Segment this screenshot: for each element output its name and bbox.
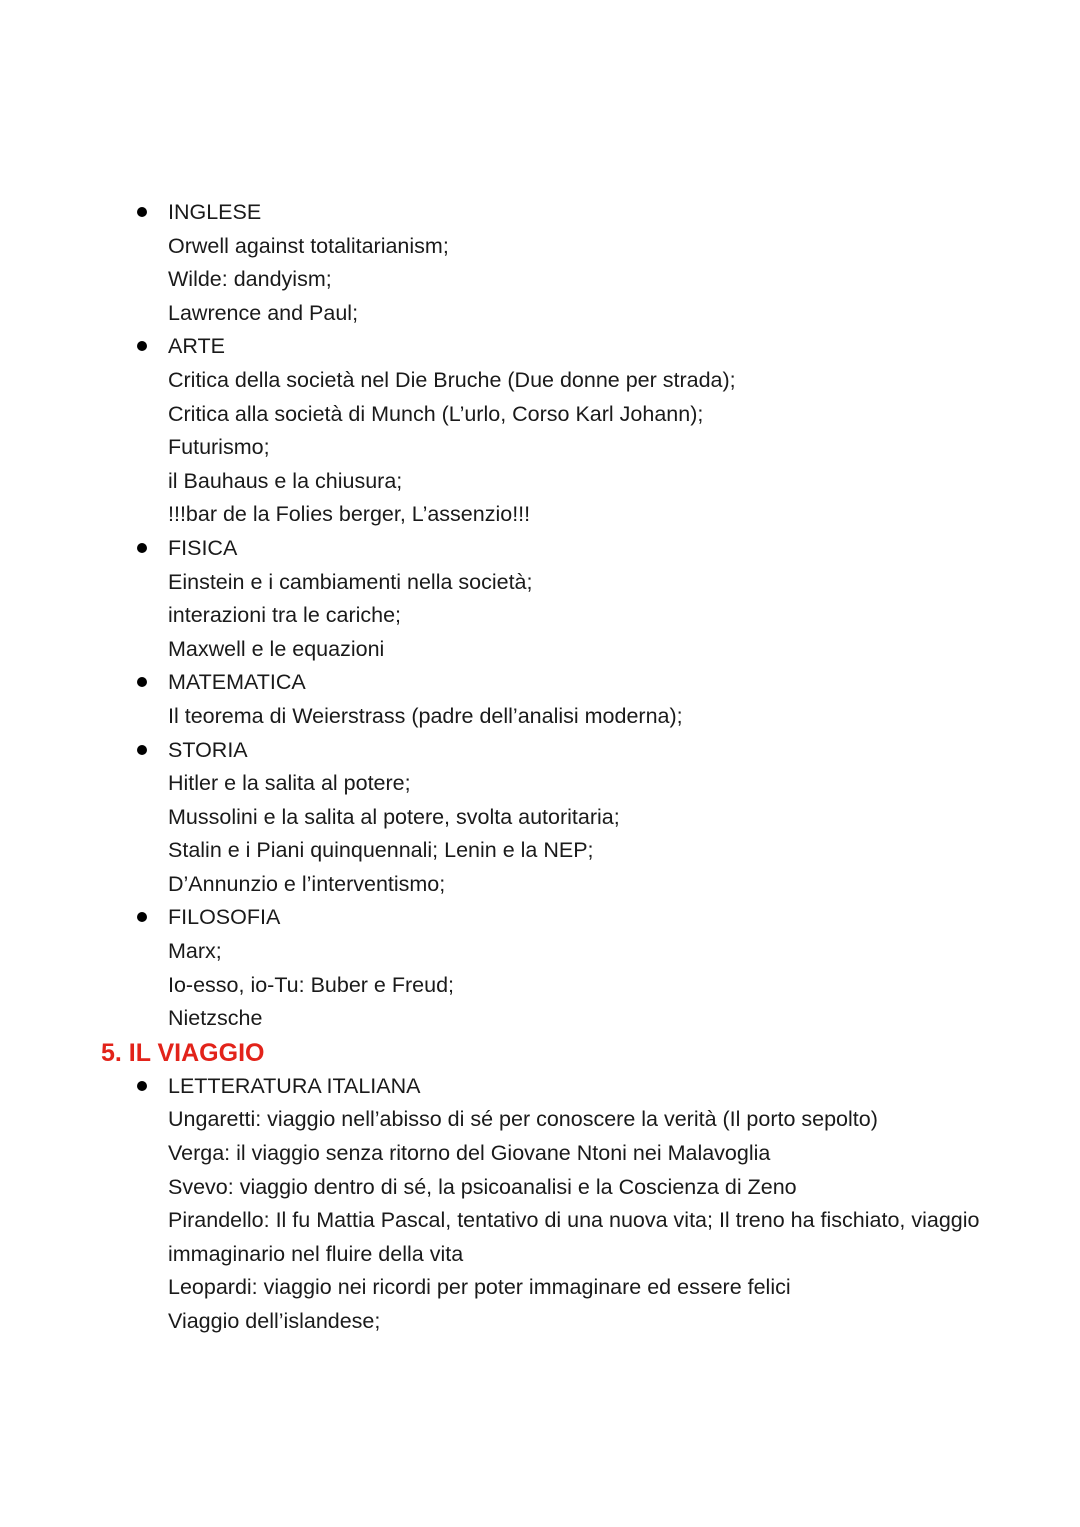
subject-heading: ARTE — [168, 334, 225, 359]
topic-line: Hitler e la salita al potere; — [168, 771, 411, 796]
topic-line: Io-esso, io-Tu: Buber e Freud; — [168, 972, 454, 997]
topic-line: interazioni tra le cariche; — [168, 603, 402, 628]
subject-heading: FILOSOFIA — [168, 905, 281, 930]
topic-line: Viaggio dell’islandese; — [168, 1309, 381, 1333]
topic-line: Critica della società nel Die Bruche (Due donne per strada); — [168, 367, 736, 392]
topic-line: Mussolini e la salita al potere, svolta autoritaria; — [168, 804, 620, 829]
subject-group-matematica — [0, 666, 1080, 733]
topic-line: Svevo: viaggio dentro di sé, la psicoanalisi e la Coscienza di Zeno — [168, 1174, 797, 1199]
subject-heading: INGLESE — [168, 200, 262, 224]
bullet-icon — [137, 341, 147, 351]
topic-line: Pirandello: Il fu Mattia Pascal, tentativo di una nuova vita; Il treno ha fischiato, viaggio immaginario nel fluire della vita — [168, 1208, 980, 1266]
subject-group-inglese — [0, 196, 1080, 330]
topic-line: Il teorema di Weierstrass (padre dell’analisi moderna); — [168, 703, 683, 728]
topic-list-viaggio — [0, 1070, 1080, 1339]
subject-heading: STORIA — [168, 737, 248, 762]
section-title: 5. IL VIAGGIO — [101, 1038, 265, 1067]
topic-line: Stalin e i Piani quinquennali; Lenin e la NEP; — [168, 838, 594, 863]
subject-group-storia — [0, 734, 1080, 902]
topic-line: Nietzsche — [168, 1006, 263, 1031]
bullet-icon — [137, 207, 147, 217]
subject-heading: MATEMATICA — [168, 670, 306, 695]
bullet-icon — [137, 745, 147, 755]
subject-group-letteratura-italiana — [0, 1070, 1080, 1339]
topic-line: Maxwell e le equazioni — [168, 636, 385, 661]
topic-line: Lawrence and Paul; — [168, 300, 359, 325]
topic-line: Wilde: dandyism; — [168, 267, 332, 292]
topic-list — [0, 196, 1080, 1036]
subject-group-fisica — [0, 532, 1080, 666]
subject-heading: LETTERATURA ITALIANA — [168, 1073, 421, 1098]
topic-line: D’Annunzio e l’interventismo; — [168, 871, 446, 896]
topic-line: Marx; — [168, 939, 222, 964]
topic-line: Verga: il viaggio senza ritorno del Giovane Ntoni nei Malavoglia — [168, 1141, 771, 1166]
topic-line: !!!bar de la Folies berger, L’assenzio!!! — [168, 502, 531, 527]
bullet-icon — [137, 912, 147, 922]
bullet-icon — [137, 543, 147, 553]
topic-line: Einstein e i cambiamenti nella società; — [168, 569, 533, 594]
topic-line: Orwell against totalitarianism; — [168, 233, 449, 258]
subject-heading: FISICA — [168, 535, 238, 560]
topic-line: il Bauhaus e la chiusura; — [168, 468, 403, 493]
subject-group-arte — [0, 330, 1080, 532]
bullet-icon — [137, 677, 147, 687]
subject-group-filosofia — [0, 901, 1080, 1035]
topic-line: Leopardi: viaggio nei ricordi per poter immaginare ed essere felici — [168, 1275, 791, 1300]
bullet-icon — [137, 1081, 147, 1091]
topic-line: Critica alla società di Munch (L’urlo, Corso Karl Johann); — [168, 401, 704, 426]
topic-line: Ungaretti: viaggio nell’abisso di sé per conoscere la verità (Il porto sepolto) — [168, 1107, 878, 1132]
topic-line: Futurismo; — [168, 435, 270, 460]
document-page — [0, 196, 1080, 1339]
